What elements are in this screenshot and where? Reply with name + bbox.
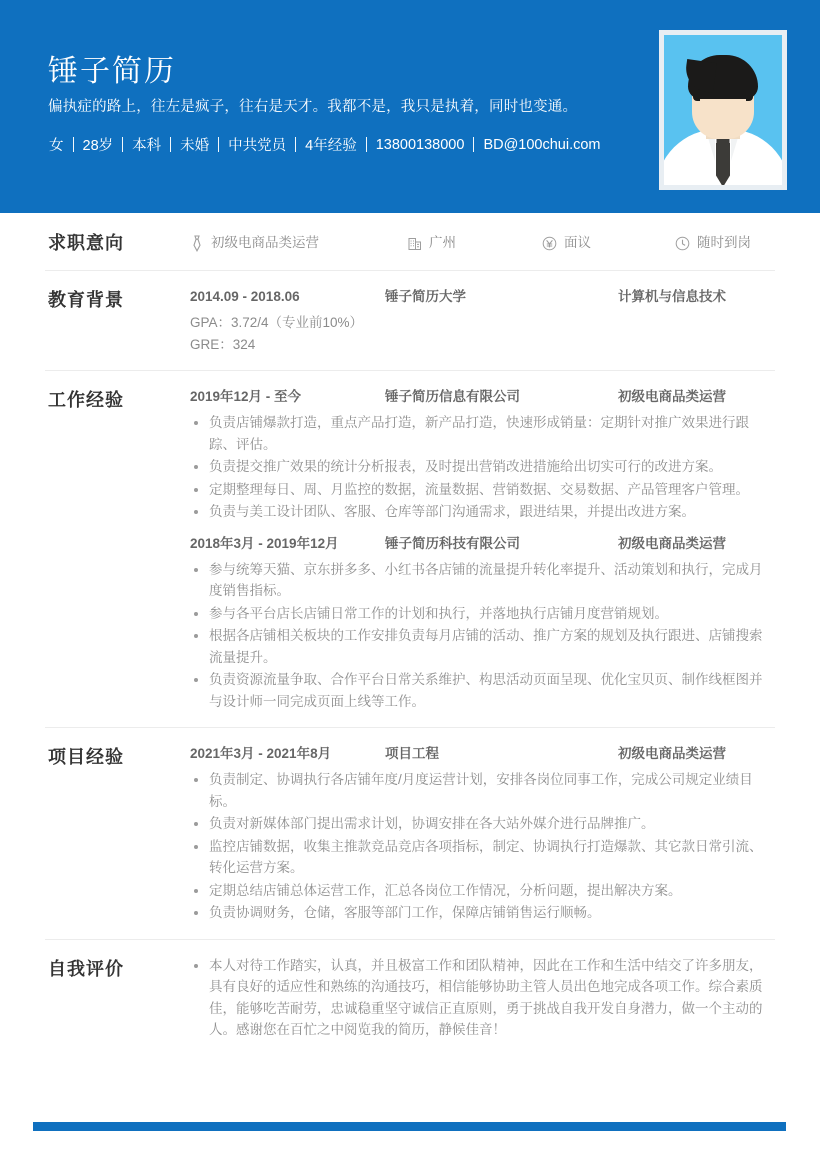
self-evaluation-list [190, 955, 775, 1041]
work-bullet-list [190, 559, 775, 713]
work-entry-head [190, 386, 775, 408]
section-work-experience [0, 370, 820, 727]
meta-separator [473, 137, 474, 152]
list-item: 负责协调财务，仓储，客服等部门工作，保障店铺销售运行顺畅。 [190, 902, 775, 924]
education-entry [190, 286, 775, 356]
work-date: 2018年3月 - 2019年12月 [190, 535, 339, 551]
education-gre: GRE：324 [190, 337, 256, 352]
yen-icon [542, 236, 557, 251]
list-item: 根据各店铺相关板块的工作安排负责每月店铺的活动、推广方案的规划及执行跟进、店铺搜索流量提升。 [190, 625, 775, 668]
list-item: 参与统筹天猫、京东拼多多、小红书各店铺的流量提升转化率提升、活动策划和执行，完成月度销售指标。 [190, 559, 775, 602]
work-entry-head [190, 533, 775, 555]
intent-availability [675, 232, 751, 254]
list-item: 负责提交推广效果的统计分析报表，及时提出营销改进措施给出切实可行的改进方案。 [190, 456, 775, 478]
section-title-education: 教育背景 [48, 290, 124, 310]
project-entry [190, 743, 775, 924]
work-company: 锤子简历信息有限公司 [385, 389, 520, 404]
building-icon [408, 236, 422, 251]
section-title-project-experience: 项目经验 [48, 747, 124, 767]
list-item: 负责店铺爆款打造，重点产品打造，新产品打造，快速形成销量：定期针对推广效果进行跟踪、评估。 [190, 412, 775, 455]
avatar-illustration [664, 35, 782, 185]
resume-header [0, 0, 820, 213]
meta-marital: 未婚 [180, 138, 210, 154]
list-item: 负责对新媒体部门提出需求计划，协调安排在各大站外媒介进行品牌推广。 [190, 813, 775, 835]
section-education [0, 270, 820, 370]
list-item: 负责制定、协调执行各店铺年度/月度运营计划，安排各岗位同事工作，完成公司规定业绩目标。 [190, 769, 775, 812]
meta-email: BD@100chui.com [483, 136, 601, 153]
project-name: 项目工程 [385, 746, 439, 761]
list-item: 负责资源流量争取、合作平台日常关系维护、构思活动页面呈现、优化宝贝页、制作线框图并与设计师一同完成页面上线等工作。 [190, 669, 775, 712]
project-date: 2021年3月 - 2021年8月 [190, 746, 332, 761]
meta-separator [73, 137, 74, 152]
meta-age: 28岁 [82, 138, 114, 154]
project-role: 初级电商品类运营 [618, 746, 726, 761]
work-entry [190, 386, 775, 523]
intent-availability-label: 随时到岗 [697, 235, 751, 250]
intent-salary [542, 232, 675, 254]
list-item: 定期整理每日、周、月监控的数据，流量数据、营销数据、交易数据、产品管理客户管理。 [190, 479, 775, 501]
personal-meta-line [48, 134, 602, 155]
section-project-experience [0, 727, 820, 939]
clock-icon [675, 236, 690, 251]
list-item: 参与各平台店长店铺日常工作的计划和执行，并落地执行店铺月度营销规划。 [190, 603, 775, 625]
page-title: 锤子简历 [48, 55, 176, 88]
work-role: 初级电商品类运营 [618, 389, 726, 404]
section-self-evaluation [0, 939, 820, 1056]
work-company: 锤子简历科技有限公司 [385, 535, 520, 551]
resume-content [0, 213, 820, 1056]
list-item: 本人对待工作踏实，认真，并且极富工作和团队精神，因此在工作和生活中结交了许多朋友，具有良好的适应性和熟练的沟通技巧，相信能够协助主管人员出色地完成各项工作。综合素质佳，能够吃苦耐劳，忠诚稳重坚守诚信正直原则，勇于挑战自我开发自身潜力，做一个主动的人。感谢您在百忙之中阅览我的简历，静候佳音！ [190, 955, 775, 1041]
section-body-work-experience [190, 386, 775, 713]
meta-political: 中共党员 [228, 138, 287, 154]
footer-bar [33, 1122, 786, 1131]
section-body-project-experience [190, 743, 775, 925]
avatar-tie [716, 143, 730, 185]
project-entry-head [190, 743, 775, 765]
header-text-block [48, 52, 618, 118]
section-body-job-intention [190, 229, 775, 256]
meta-separator [295, 137, 296, 152]
list-item: 定期总结店铺总体运营工作，汇总各岗位工作情况，分析问题，提出解决方案。 [190, 880, 775, 902]
work-entry [190, 533, 775, 713]
education-date: 2014.09 - 2018.06 [190, 289, 300, 304]
list-item: 负责与美工设计团队、客服、仓库等部门沟通需求，跟进结果，并提出改进方案。 [190, 501, 775, 523]
education-gpa: GPA：3.72/4（专业前10%） [190, 315, 364, 330]
list-item: 监控店铺数据，收集主推款竞品竞店各项指标，制定、协调执行打造爆款、其它款日常引流、转化运营方案。 [190, 836, 775, 879]
intent-location-label: 广州 [429, 235, 456, 250]
job-intention-row [190, 229, 775, 254]
intent-location [408, 232, 542, 254]
intent-position [190, 232, 408, 254]
meta-separator [218, 137, 219, 152]
meta-separator [170, 137, 171, 152]
section-body-education [190, 286, 775, 356]
intent-position-label: 初级电商品类运营 [211, 235, 319, 250]
section-body-self-evaluation [190, 955, 775, 1042]
meta-phone: 13800138000 [375, 136, 465, 153]
tie-icon [190, 235, 204, 252]
section-title-self-evaluation: 自我评价 [48, 958, 124, 979]
section-title-work-experience: 工作经验 [48, 390, 124, 410]
education-entry-head [190, 286, 775, 308]
meta-experience: 4年经验 [305, 138, 357, 154]
work-bullet-list [190, 412, 775, 523]
meta-separator [122, 137, 123, 152]
header-motto: 偏执症的路上，往左是疯子，往右是天才。我都不是，我只是执着，同时也变通。 [48, 99, 578, 115]
project-bullet-list [190, 769, 775, 924]
work-role: 初级电商品类运营 [618, 535, 726, 551]
section-job-intention [0, 213, 820, 270]
education-school: 锤子简历大学 [385, 289, 466, 304]
avatar [659, 30, 787, 190]
meta-gender: 女 [49, 138, 64, 154]
education-major: 计算机与信息技术 [618, 289, 726, 304]
meta-degree: 本科 [132, 138, 162, 154]
intent-salary-label: 面议 [564, 235, 591, 250]
meta-separator [366, 137, 367, 152]
section-title-job-intention: 求职意向 [48, 233, 124, 253]
work-date: 2019年12月 - 至今 [190, 389, 302, 404]
